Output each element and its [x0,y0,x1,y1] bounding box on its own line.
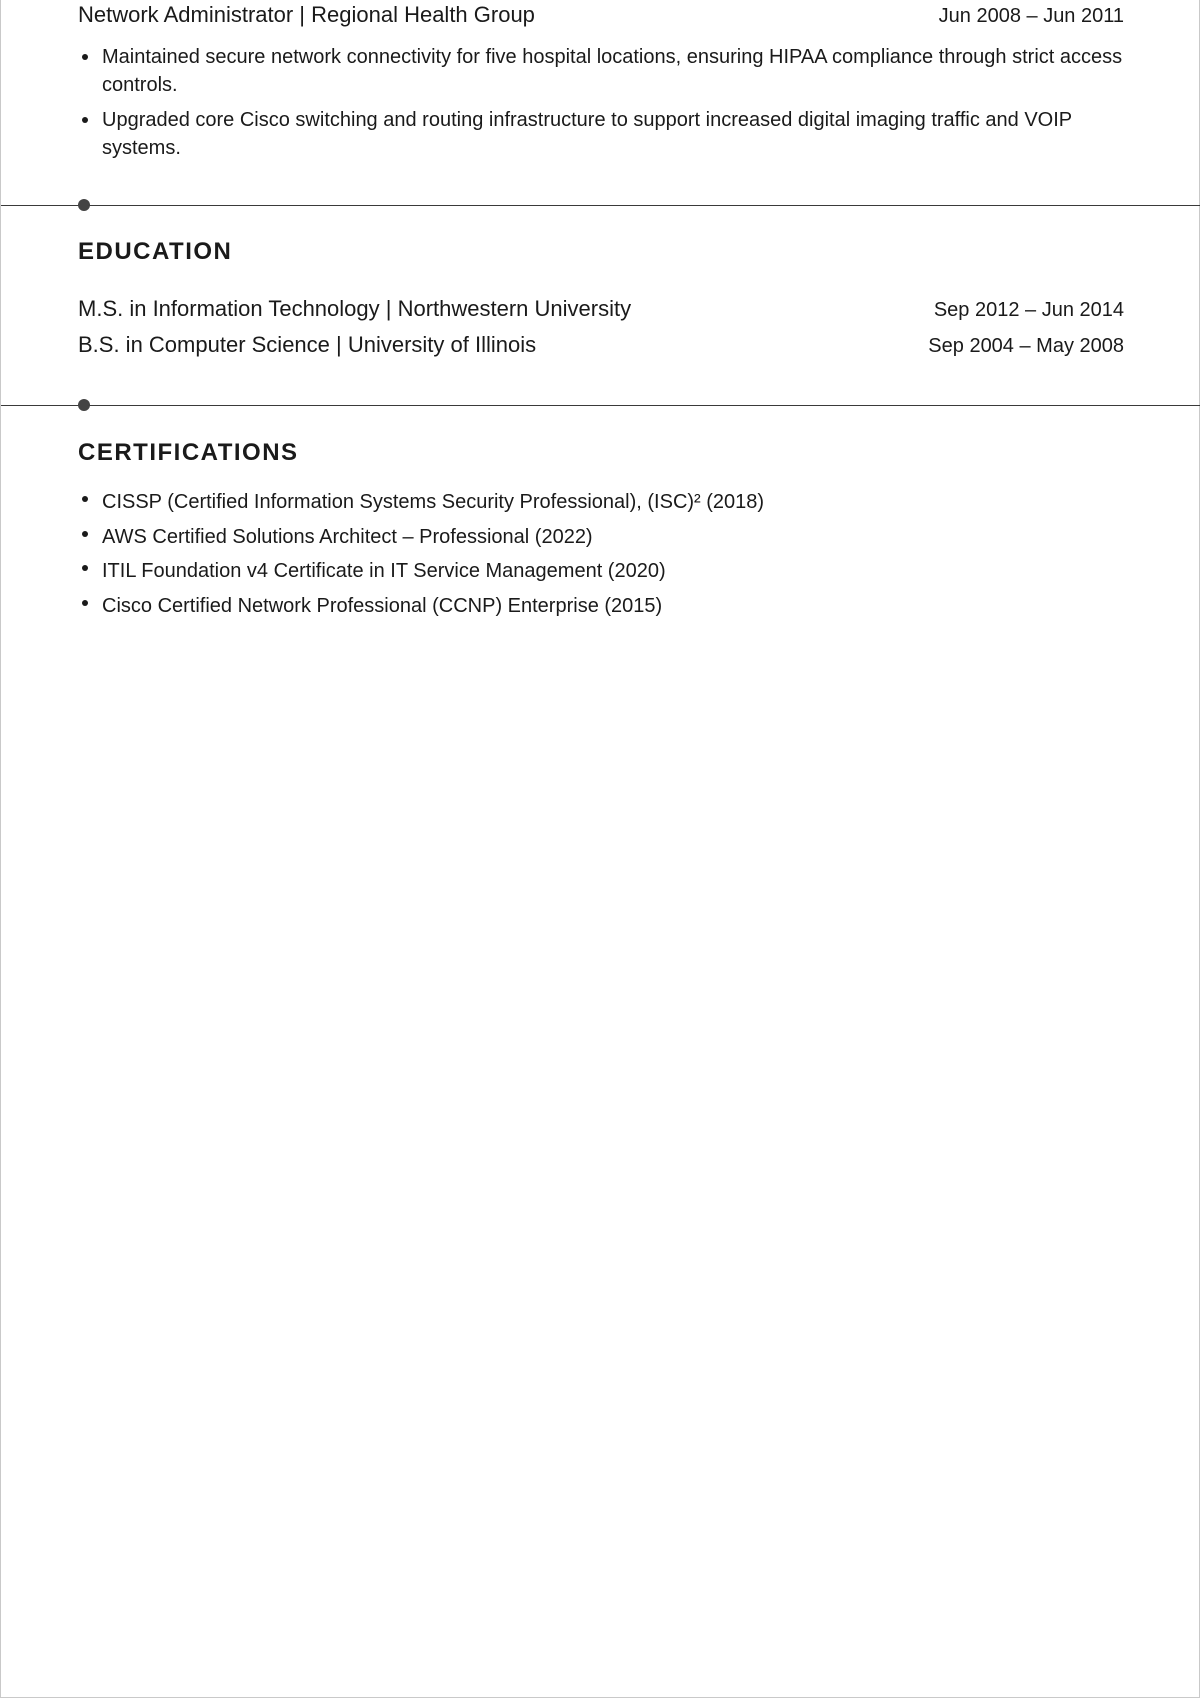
certifications-list [78,485,1148,623]
education-heading: EDUCATION [78,238,233,265]
certification-item: AWS Certified Solutions Architect – Professional (2022) [102,520,1148,555]
divider-dot [78,199,90,211]
education-dates: Sep 2004 – May 2008 [928,335,1124,357]
education-entry [78,296,1124,322]
job-bullet-list [78,43,1148,162]
section-divider [1,205,1200,206]
section-divider [1,405,1200,406]
certification-item: Cisco Certified Network Professional (CCNP) Enterprise (2015) [102,589,1148,624]
education-entry [78,332,1124,358]
job-entry-header [78,2,1124,28]
divider-dot [78,399,90,411]
education-degree: B.S. in Computer Science | University of Illinois [78,332,537,357]
certification-item: CISSP (Certified Information Systems Security Professional), (ISC)² (2018) [102,485,1148,520]
job-dates: Jun 2008 – Jun 2011 [938,5,1124,27]
education-dates: Sep 2012 – Jun 2014 [933,299,1124,321]
job-bullet: Upgraded core Cisco switching and routing infrastructure to support increased digital imaging traffic and VOIP systems. [102,106,1148,162]
certification-item: ITIL Foundation v4 Certificate in IT Service Management (2020) [102,554,1148,589]
job-title: Network Administrator | Regional Health Group [78,2,535,27]
job-bullet: Maintained secure network connectivity for five hospital locations, ensuring HIPAA compliance through strict access controls. [102,43,1148,99]
certifications-heading: CERTIFICATIONS [78,439,299,466]
education-degree: M.S. in Information Technology | Northwestern University [78,296,632,321]
